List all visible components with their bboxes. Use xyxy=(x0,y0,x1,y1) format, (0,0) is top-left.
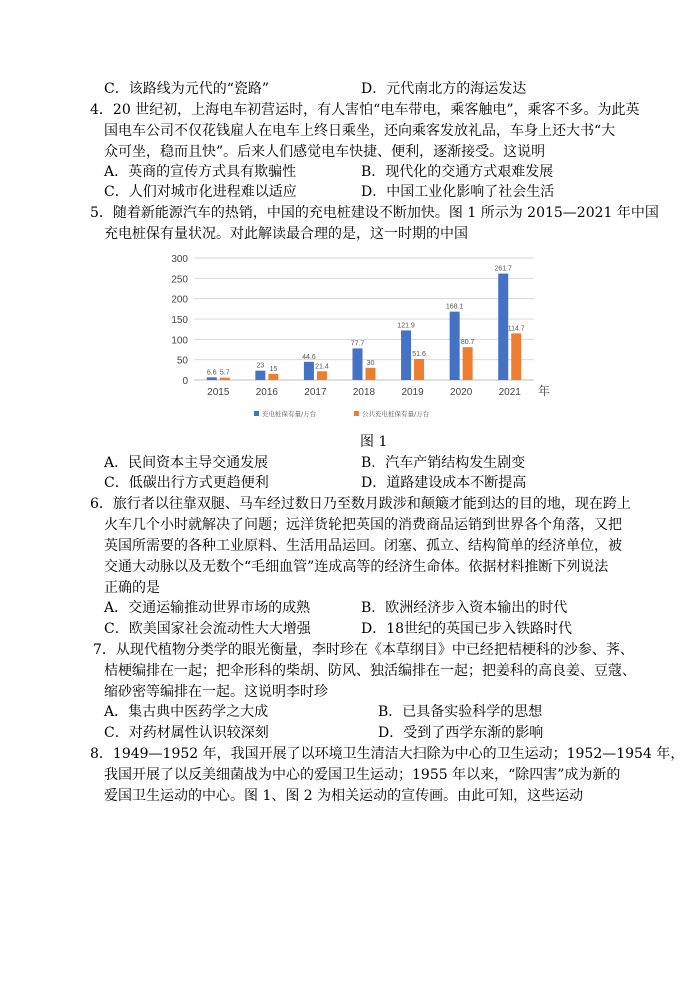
bar-value-label: 30 xyxy=(366,359,375,367)
q6-option-a: A．交通运输推动世界市场的成熟 xyxy=(104,600,311,616)
y-tick-label: 50 xyxy=(176,355,188,367)
bar-series-1 xyxy=(450,312,460,380)
q3-option-c: C．该路线为元代的“瓷路” xyxy=(104,81,270,97)
q6-option-d: D．18世纪的英国已步入铁路时代 xyxy=(361,621,573,637)
legend-swatch xyxy=(254,411,259,416)
x-tick-label: 2020 xyxy=(450,387,473,398)
q4-stem-line-2: 国电车公司不仅花钱雇人在电车上终日乘坐，还向乘客发放礼品，车身上还大书“大 xyxy=(104,123,616,139)
q6-stem-line-2: 火车几个小时就解决了问题；远洋货轮把英国的消费商品运销到世界各个角落，又把 xyxy=(104,517,622,533)
q8-stem-line-3: 爱国卫生运动的中心。图 1、图 2 为相关运动的宣传画。由此可知，这些运动 xyxy=(104,788,584,804)
bar-value-label: 5.7 xyxy=(219,369,230,377)
q8-stem-line-2: 我国开展了以反美细菌战为中心的爱国卫生运动；1955 年以来，“除四害”成为新的 xyxy=(104,767,621,783)
q5-stem-line-2: 充电桩保有量状况。对此解读最合理的是，这一时期的中国 xyxy=(104,226,468,242)
bar-value-label: 114.7 xyxy=(507,325,525,333)
q5-option-b: B．汽车产销结构发生剧变 xyxy=(361,455,526,471)
legend-label: 充电桩保有量/万台 xyxy=(262,410,317,418)
bar-value-label: 23 xyxy=(256,362,265,370)
q6-stem-line-1: 6．旅行者以往靠双腿、马车经过数日乃至数月跋涉和颠簸才能到达的目的地，现在跨上 xyxy=(90,496,631,512)
y-tick-label: 200 xyxy=(171,294,188,306)
q7-option-b: B．已具备实验科学的思想 xyxy=(378,704,543,720)
q6-stem-line-4: 交通大动脉以及无数个“毛细血管”连成高等的经济生命体。依据材料推断下列说法 xyxy=(104,559,609,575)
x-tick-label: 2021 xyxy=(498,387,521,398)
x-axis-unit: 年 xyxy=(538,384,551,398)
bar-value-label: 261.7 xyxy=(494,265,512,273)
x-tick-label: 2018 xyxy=(352,387,376,398)
bar-series-1 xyxy=(401,330,411,380)
bar-series-2 xyxy=(366,368,376,380)
q5-option-d: D．道路建设成本不断提高 xyxy=(361,475,527,491)
bar-series-2 xyxy=(317,371,327,380)
bar-series-1 xyxy=(207,377,217,380)
q5-option-c: C．低碳出行方式更趋便利 xyxy=(104,475,269,491)
bar-value-label: 15 xyxy=(269,365,278,373)
bar-series-2 xyxy=(511,333,521,380)
bar-series-2 xyxy=(414,359,424,380)
x-tick-label: 2015 xyxy=(207,387,230,398)
bar-value-label: 44.6 xyxy=(302,353,316,361)
bar-value-label: 21.4 xyxy=(315,363,329,371)
q4-option-d: D．中国工业化影响了社会生活 xyxy=(361,184,555,200)
q4-option-c: C．人们对城市化进程难以适应 xyxy=(104,184,297,200)
q4-stem-line-3: 众可坐，稳而且快”。后来人们感觉电车快捷、便利，逐渐接受。这说明 xyxy=(104,144,546,160)
x-tick-label: 2017 xyxy=(304,387,327,398)
bar-series-1 xyxy=(353,348,363,380)
y-tick-label: 300 xyxy=(171,254,188,265)
q7-option-a: A．集古典中医药学之大成 xyxy=(104,704,269,720)
q5-option-a: A．民间资本主导交通发展 xyxy=(104,455,269,471)
q3-option-d: D．元代南北方的海运发达 xyxy=(361,81,527,97)
legend-swatch xyxy=(354,411,359,416)
q4-option-a: A．英商的宣传方式具有欺骗性 xyxy=(104,164,297,180)
q7-stem-line-1: 7．从现代植物分类学的眼光衡量，李时珍在《本草纲目》中已经把桔梗科的沙参、荠、 xyxy=(93,642,634,658)
q6-option-b: B．欧洲经济步入资本输出的时代 xyxy=(361,600,568,616)
bar-series-2 xyxy=(220,378,230,380)
y-tick-label: 100 xyxy=(171,335,188,347)
bar-series-2 xyxy=(268,374,278,380)
q6-stem-line-3: 英国所需要的各种工业原料、生活用品运回。闭塞、孤立、结构简单的经济单位，被 xyxy=(104,538,622,554)
bar-series-1 xyxy=(255,371,265,380)
x-tick-label: 2019 xyxy=(401,387,424,398)
y-tick-label: 150 xyxy=(171,315,188,326)
bar-value-label: 51.6 xyxy=(412,351,426,359)
q6-stem-line-5: 正确的是 xyxy=(104,580,160,596)
y-tick-label: 0 xyxy=(182,376,188,387)
q8-stem-line-1: 8．1949—1952 年，我国开展了以环境卫生清洁大扫除为中心的卫生运动；1952—1954 年， xyxy=(90,746,685,762)
x-tick-label: 2016 xyxy=(255,387,278,398)
q5-stem-line-1: 5．随着新能源汽车的热销，中国的充电桩建设不断加快。图 1 所示为 2015—2021 年中国 xyxy=(90,205,659,221)
bar-value-label: 80.7 xyxy=(460,339,475,347)
legend-label: 公共充电桩保有量/万台 xyxy=(362,410,430,418)
q7-stem-line-3: 缩砂密等编排在一起。这说明李时珍 xyxy=(104,684,328,700)
bar-series-2 xyxy=(463,347,473,380)
bar-series-1 xyxy=(498,274,508,380)
q4-option-b: B．现代化的交通方式艰难发展 xyxy=(361,164,554,180)
charging-pile-bar-chart xyxy=(160,248,560,428)
figure-1-caption: 图 1 xyxy=(360,434,388,450)
bar-value-label: 6.6 xyxy=(206,369,217,377)
q6-option-c: C．欧美国家社会流动性大大增强 xyxy=(104,621,311,637)
q7-option-d: D．受到了西学东渐的影响 xyxy=(378,725,544,741)
bar-value-label: 121.9 xyxy=(397,322,415,330)
q4-stem-line-1: 4．20 世纪初，上海电车初营运时，有人害怕“电车带电，乘客触电”，乘客不多。为此英 xyxy=(90,102,640,118)
y-tick-label: 250 xyxy=(171,274,188,286)
bar-value-label: 168.1 xyxy=(445,303,464,311)
bar-series-1 xyxy=(304,362,314,380)
q7-option-c: C．对药材属性认识较深刻 xyxy=(104,725,269,741)
bar-value-label: 77.7 xyxy=(350,340,365,348)
q7-stem-line-2: 桔梗编排在一起；把伞形科的柴胡、防风、独活编排在一起；把姜科的高良姜、豆蔻、 xyxy=(104,663,636,679)
